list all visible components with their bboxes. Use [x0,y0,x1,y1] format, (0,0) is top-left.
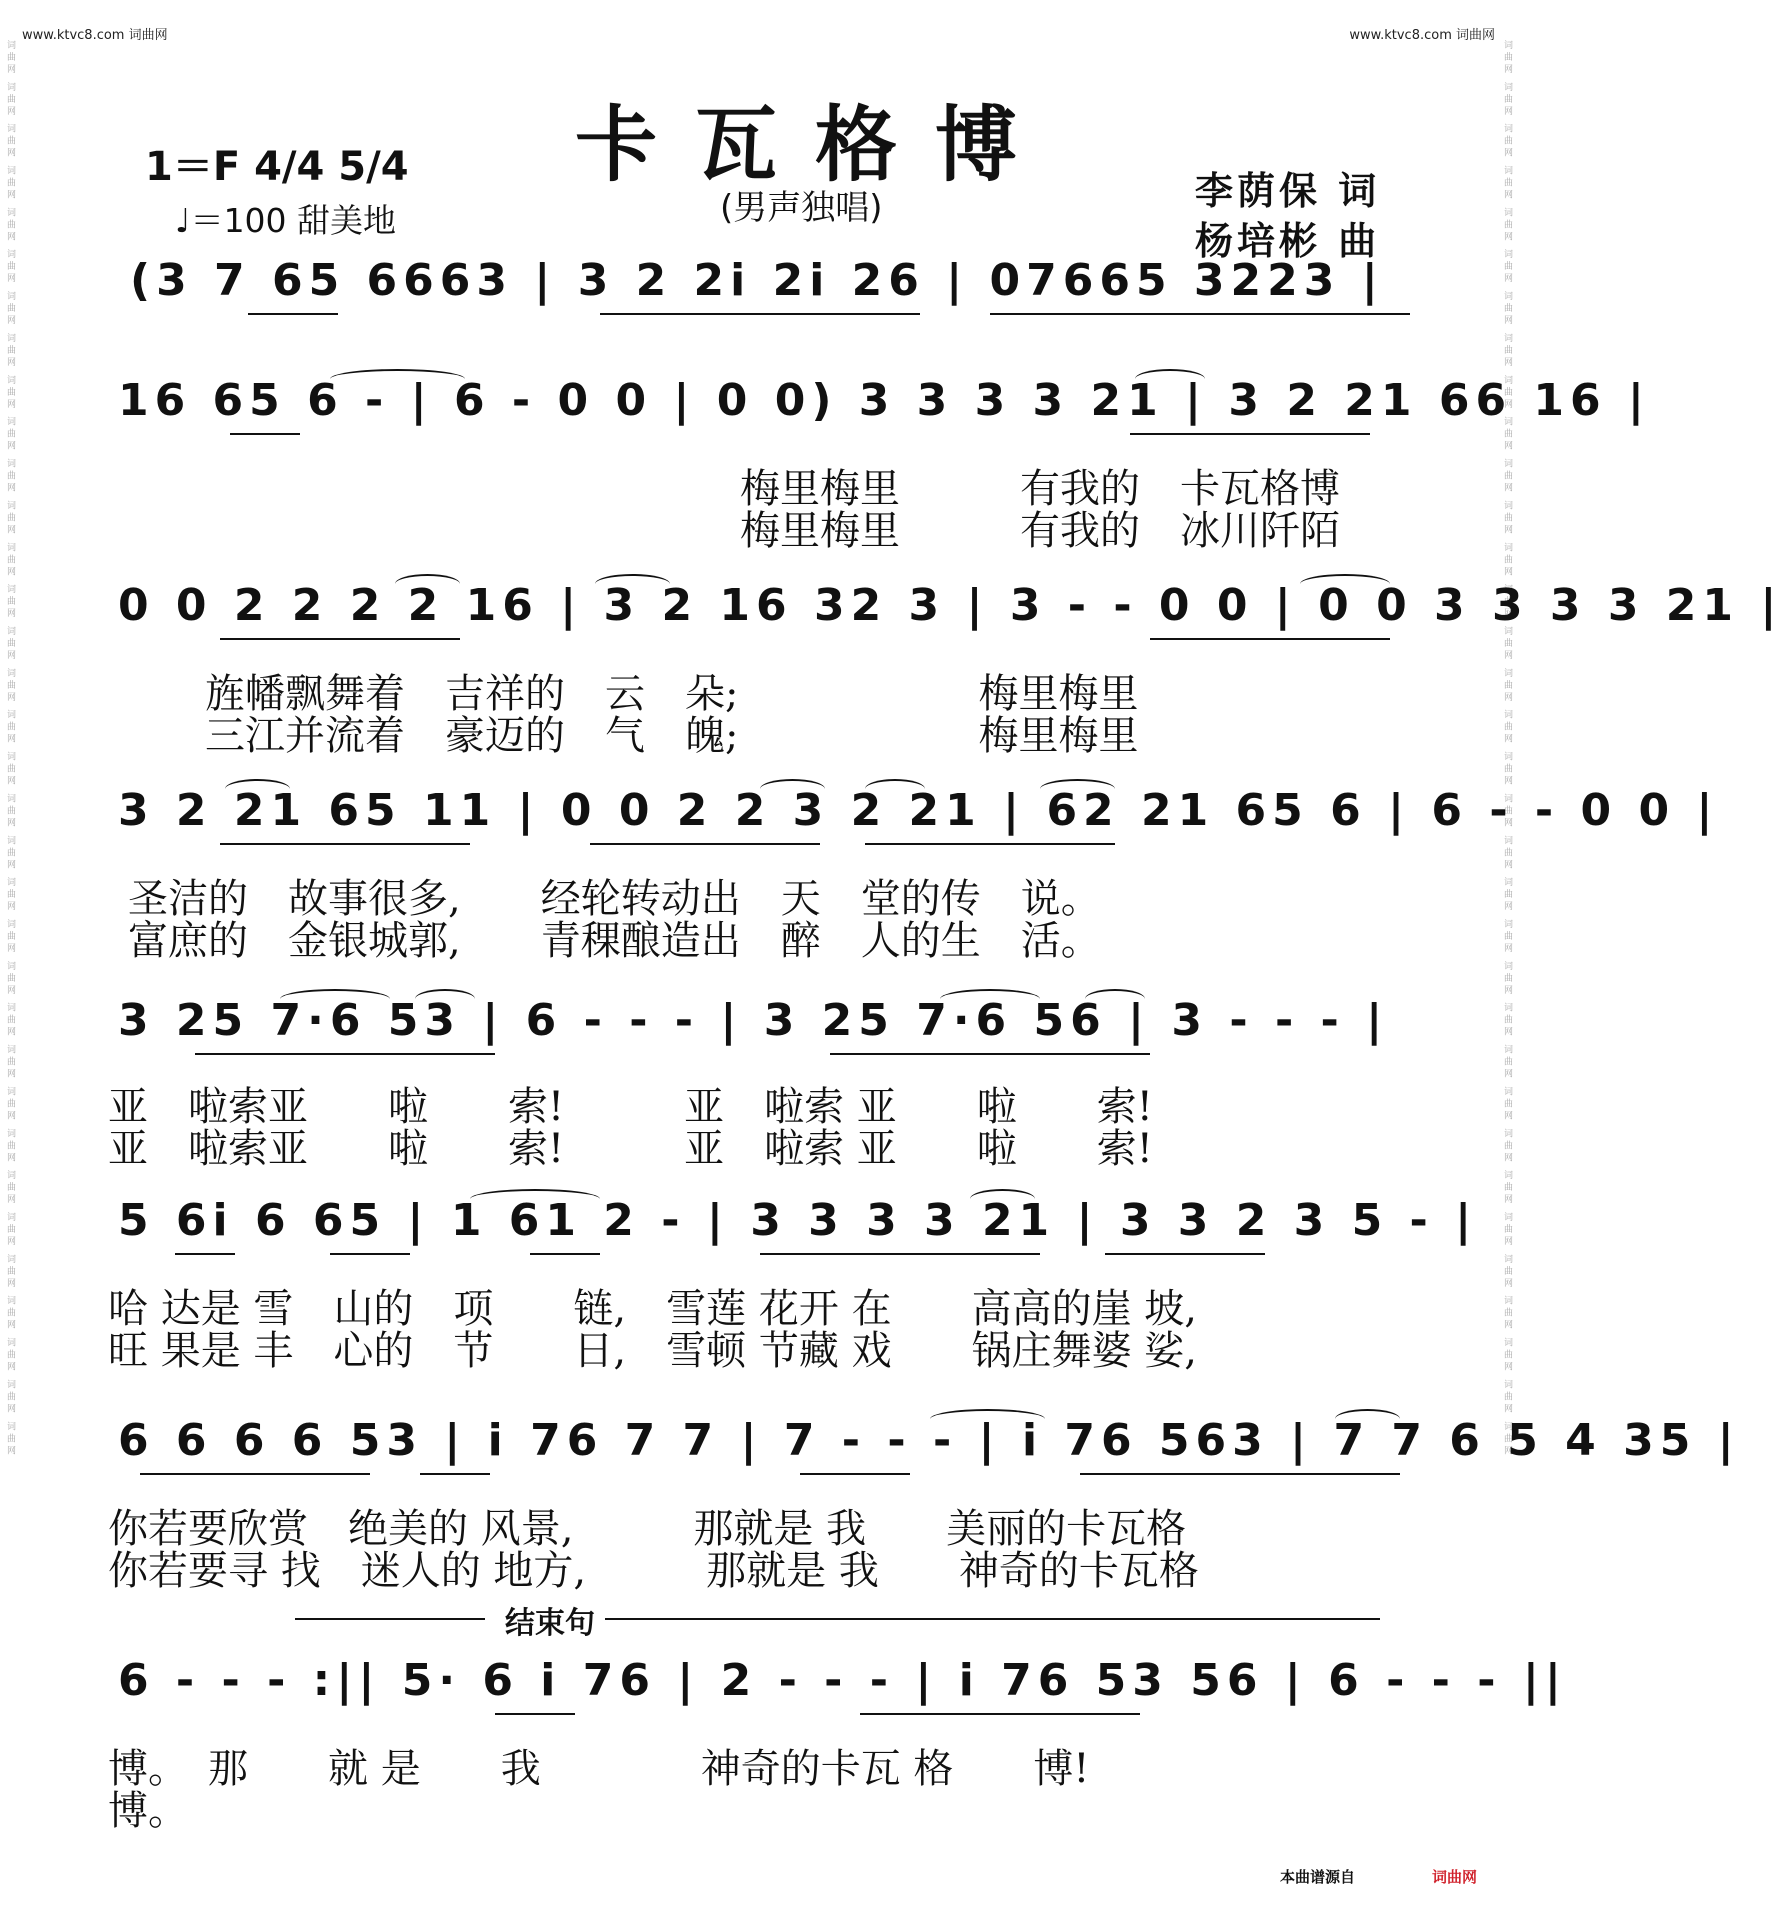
lyricist-credit: 李荫保 词 [1195,169,1381,213]
score-system [0,1415,1740,1595]
score-system [0,375,1651,555]
lyric-verse-2: 三江并流着 豪迈的 气 魄; 梅里梅里 [205,713,1139,759]
lyric-verse-2: 亚 啦索亚 啦 索! 亚 啦索 亚 啦 索! [108,1126,1153,1172]
jianpu-notes: (3 7 65 6663 | 3 2 2i 2i 26 | 07665 3223 | [130,255,1384,306]
score-system [0,1195,1515,1375]
lyric-verse-1: 哈 达是 雪 山的 项 链, 雪莲 花开 在 高高的崖 坡, [108,1286,1198,1332]
footer-source: 本曲谱源自 [1280,1868,1356,1886]
tempo-marking: ♩＝100 甜美地 [175,201,397,240]
score-system [0,580,1782,760]
jianpu-notes: 3 25 7·6 53 | 6 - - - | 3 25 7·6 56 | 3 - - - | [118,995,1389,1046]
header-site-left[interactable]: www.ktvc8.com 词曲网 [22,28,168,43]
lyric-verse-1: 梅里梅里 有我的 卡瓦格博 [740,466,1340,512]
footer-brand[interactable]: 词曲网 [1432,1868,1478,1886]
song-subtitle: (男声独唱) [720,188,883,228]
side-watermark-right: 词曲网 词曲网 词曲网 词曲网 词曲网 词曲网 词曲网 词曲网 词曲网 词曲网 词曲网 词曲网 词曲网 词曲网 词曲网 词曲网 词曲网 词曲网 词曲网 词曲网 词曲网 词曲网 词曲网 词曲网 词曲网 词曲网 词曲网 词曲网 词曲网 词曲网 词曲网 词曲网 词曲网 词曲网 [1502,40,1512,1458]
lyric-verse-1: 博。 那 就 是 我 神奇的卡瓦 格 博! [108,1746,1090,1792]
lyric-verse-2: 旺 果是 丰 心的 节 日, 雪顿 节藏 戏 锅庄舞婆 娑, [108,1328,1198,1374]
jianpu-notes: 3 2 21 65 11 | 0 0 2 2 3 2 21 | 62 21 65 6 | 6 - - 0 0 | [118,785,1719,836]
jianpu-notes: 6 - - - :|| 5· 6 i 76 | 2 - - - | i 76 53 56 | 6 - - - || [118,1655,1567,1706]
score-system [0,1655,1567,1835]
song-title: 卡瓦格博 [575,97,1056,193]
key-signature: 1＝F 4/4 5/4 [145,144,409,190]
score-system [0,995,1515,1175]
jianpu-notes: 16 65 6 - | 6 - 0 0 | 0 0) 3 3 3 3 21 | 3 2 21 66 16 | [118,375,1651,426]
score-system [0,785,1719,965]
score-system [0,255,1515,395]
lyric-verse-2: 博。 [108,1788,188,1834]
jianpu-notes: 5 6i 6 65 | 1 61 2 - | 3 3 3 3 21 | 3 3 2 3 5 - | [118,1195,1478,1246]
lyric-verse-2: 富庶的 金银城郭, 青稞酿造出 醉 人的生 活。 [128,918,1101,964]
header-site-right[interactable]: www.ktvc8.com 词曲网 [1349,28,1495,43]
lyric-verse-2: 你若要寻 找 迷人的 地方, 那就是 我 神奇的卡瓦格 [108,1548,1199,1594]
jianpu-notes: 0 0 2 2 2 2 16 | 3 2 16 32 3 | 3 - - 0 0 | 0 0 3 3 3 3 21 | [118,580,1782,631]
composer-credit: 杨培彬 曲 [1195,219,1381,263]
lyric-verse-1: 亚 啦索亚 啦 索! 亚 啦索 亚 啦 索! [108,1084,1153,1130]
jianpu-notes: 6 6 6 6 53 | i 76 7 7 | 7 - - - | i 76 563 | 7 7 6 5 4 35 | [118,1415,1740,1466]
ending-label: 结束句 [505,1606,595,1641]
lyric-verse-1: 圣洁的 故事很多, 经轮转动出 天 堂的传 说。 [128,876,1101,922]
lyric-verse-1: 旌幡飘舞着 吉祥的 云 朵; 梅里梅里 [205,671,1139,717]
side-watermark-left: 词曲网 词曲网 词曲网 词曲网 词曲网 词曲网 词曲网 词曲网 词曲网 词曲网 词曲网 词曲网 词曲网 词曲网 词曲网 词曲网 词曲网 词曲网 词曲网 词曲网 词曲网 词曲网 词曲网 词曲网 词曲网 词曲网 词曲网 词曲网 词曲网 词曲网 词曲网 词曲网 词曲网 词曲网 [5,40,15,1458]
lyric-verse-2: 梅里梅里 有我的 冰川阡陌 [740,508,1340,554]
lyric-verse-1: 你若要欣赏 绝美的 风景, 那就是 我 美丽的卡瓦格 [108,1506,1187,1552]
